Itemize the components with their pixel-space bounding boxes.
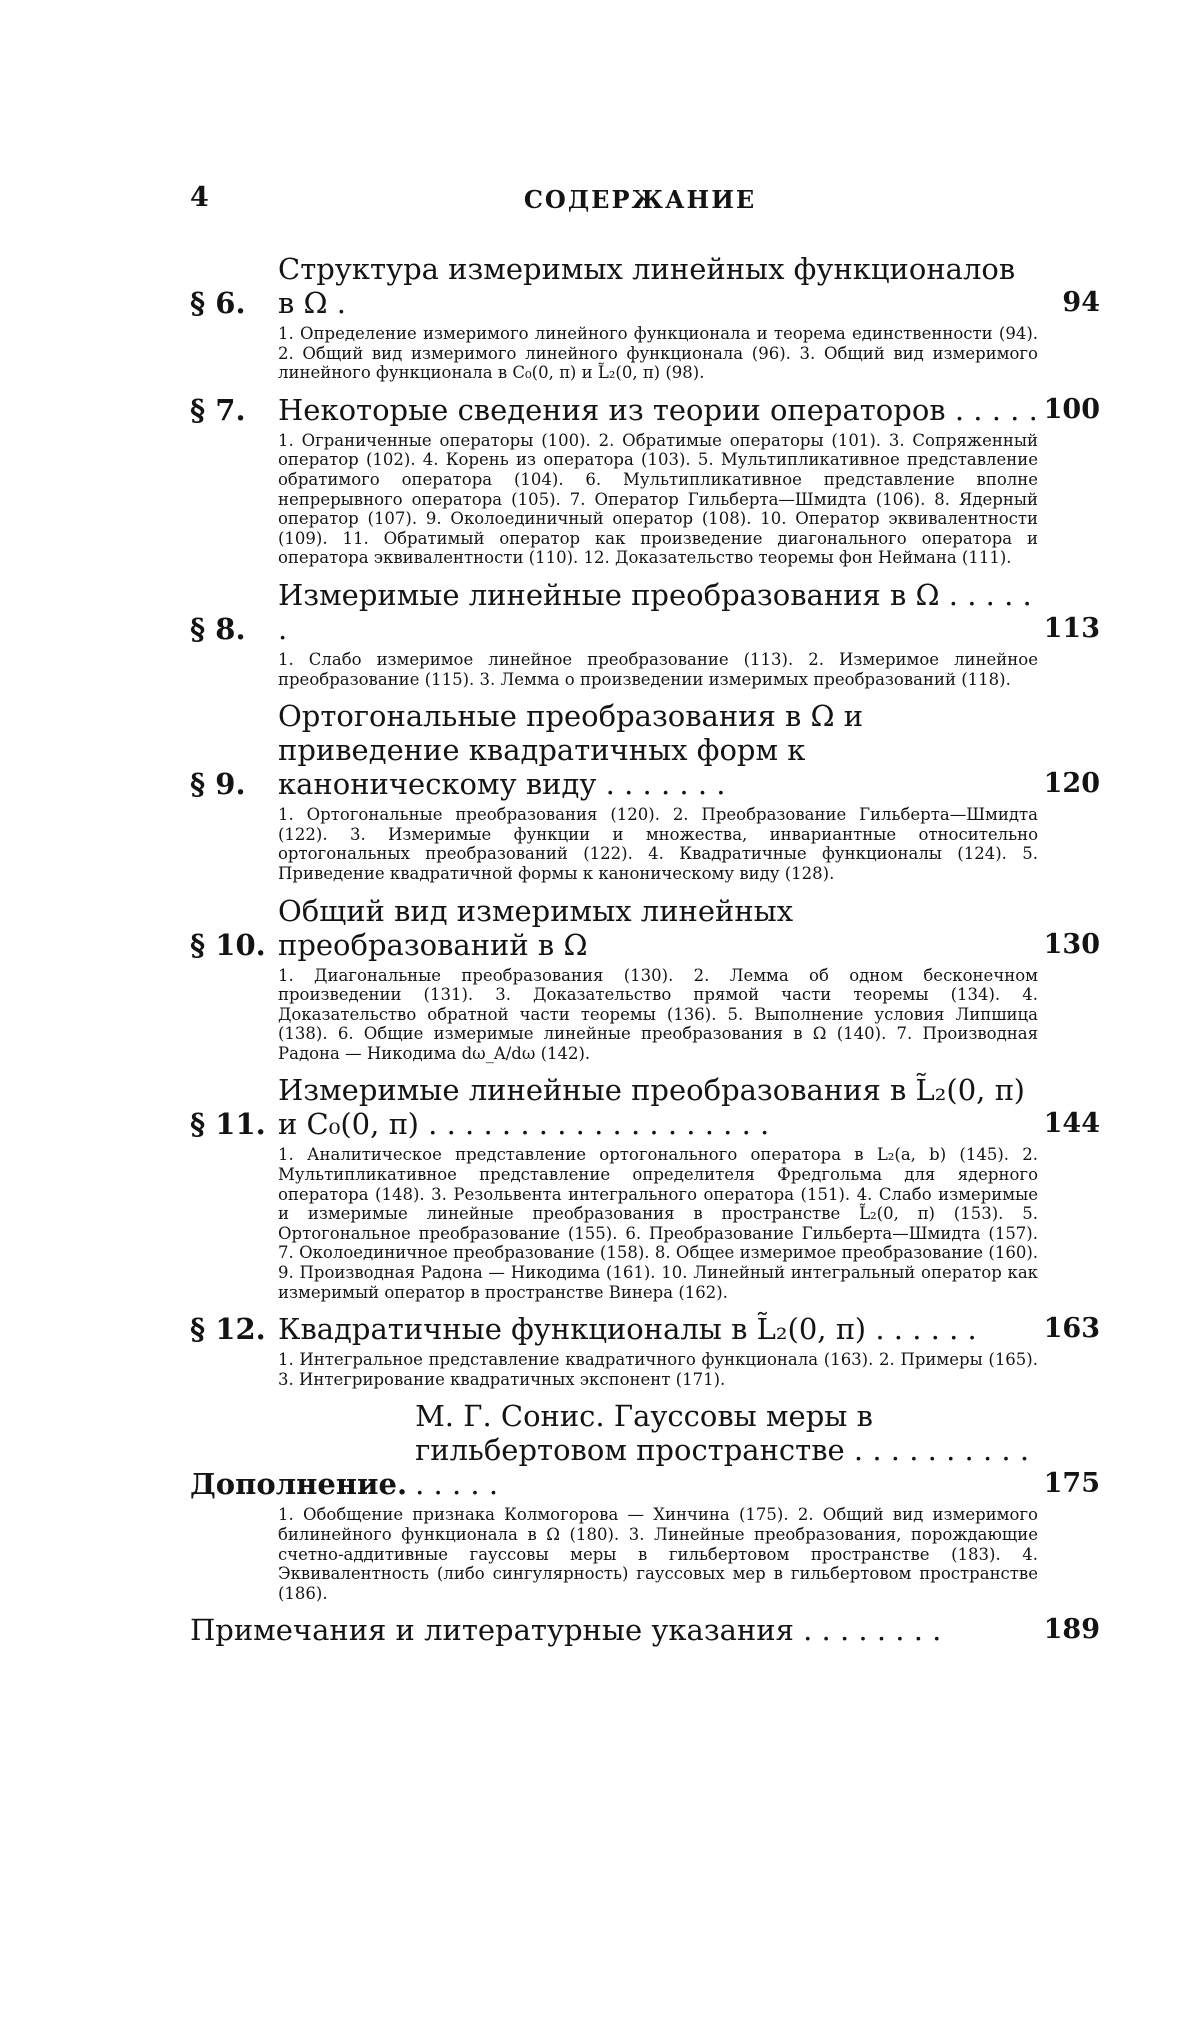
section-page-number: 144 [1043, 1108, 1100, 1140]
subsection-list: 1. Ортогональные преобразования (120). 2. Преобразование Гильберта—Шмидта (122). 3. Измеримые функции и множества, инвариантные относительно ортогональных преобразований (122). 4. Квадратичные функционалы (124). 5. Приведение квадратичной формы к каноническому виду (128). [278, 805, 1038, 883]
section-number: § 8. [190, 611, 246, 646]
toc-entry [190, 1073, 1100, 1302]
page-header: СОДЕРЖАНИЕ [523, 185, 757, 214]
section-title: Квадратичные функционалы в L̃₂(0, π) . . . . . . [278, 1312, 977, 1347]
section-page-number: 113 [1043, 612, 1100, 644]
section-title: Некоторые сведения из теории операторов . . . . . [278, 392, 1038, 427]
section-title: Измеримые линейные преобразования в Ω . . . . . . [278, 577, 1032, 646]
subsection-list: 1. Аналитическое представление ортогонального оператора в L₂(a, b) (145). 2. Мультипликативное представление определителя Фредгольма для ядерного оператора (148). 3. Резольвента интегрального оператора (151). 4. Слабо измеримые и измеримые линейные преобразования в пространстве L̃₂(0, π) (153). 5. Ортогональное преобразование (155). 6. Преобразование Гильберта—Шмидта (157). 7. Околоединичное преобразование (158). 8. Общее измеримое преобразование (160). 9. Производная Радона — Никодима (161). 10. Линейный интегральный оператор как измеримый оператор в пространстве Винера (162). [278, 1145, 1038, 1302]
subsection-list: 1. Диагональные преобразования (130). 2. Лемма об одном бесконечном произведении (131). 3. Доказательство прямой части теоремы (134). 4. Доказательство обратной части теоремы (136). 5. Выполнение условия Липшица (138). 6. Общие измеримые линейные преобразования в Ω (140). 7. Производная Радона — Никодима dω_A/dω (142). [278, 965, 1038, 1063]
toc-entry-heading [190, 252, 1100, 320]
section-page-number: 175 [1043, 1468, 1100, 1500]
section-page-number: 120 [1043, 768, 1100, 800]
page-number: 4 [190, 182, 209, 213]
toc-entry-heading [190, 1073, 1100, 1141]
toc-entry [190, 1613, 1100, 1647]
subsection-list: 1. Обобщение признака Колмогорова — Хинчина (175). 2. Общий вид измеримого билинейного функционала в Ω (180). 3. Линейные преобразования, порождающие счетно-аддитивные гауссовы меры в гильбертовом пространстве (183). 4. Эквивалентность (либо сингулярность) гауссовых мер в гильбертовом пространстве (186). [278, 1505, 1038, 1603]
toc-entry [190, 393, 1100, 568]
section-title: Примечания и литературные указания . . . . . . . . [190, 1613, 942, 1648]
toc-entry [190, 699, 1100, 883]
toc-entry [190, 1399, 1100, 1603]
section-page-number: 130 [1043, 928, 1100, 960]
toc-entry-heading [190, 894, 1100, 962]
table-of-contents [190, 252, 1100, 1657]
toc-entry-heading [190, 1399, 1100, 1501]
subsection-list: 1. Интегральное представление квадратичного функционала (163). 2. Примеры (165). 3. Интегрирование квадратичных экспонент (171). [278, 1350, 1038, 1389]
section-number: § 12. [190, 1312, 266, 1347]
toc-entry [190, 252, 1100, 383]
section-page-number: 100 [1043, 393, 1100, 425]
section-number: § 9. [190, 767, 246, 802]
section-title: М. Г. Сонис. Гауссовы меры в гильбертовом пространстве . . . . . . . . . . . . . . . [415, 1399, 1030, 1502]
section-number: Дополнение. [190, 1467, 408, 1502]
toc-entry [190, 578, 1100, 689]
section-title: Ортогональные преобразования в Ω и приведение квадратичных форм к каноническому виду . . . . . . . [278, 699, 864, 802]
toc-entry-heading [190, 1312, 1100, 1346]
section-page-number: 163 [1043, 1313, 1100, 1345]
section-title: Измеримые линейные преобразования в L̃₂(0, π) и C₀(0, π) . . . . . . . . . . . . . . . . . . . [278, 1073, 1025, 1142]
section-title: Общий вид измеримых линейных преобразований в Ω [278, 893, 794, 962]
section-number: § 11. [190, 1107, 266, 1142]
toc-entry-heading [190, 578, 1100, 646]
toc-entry-heading [190, 699, 1100, 801]
section-number: § 6. [190, 286, 246, 320]
subsection-list: 1. Слабо измеримое линейное преобразование (113). 2. Измеримое линейное преобразование (115). 3. Лемма о произведении измеримых преобразований (118). [278, 649, 1038, 689]
toc-entry [190, 894, 1100, 1064]
subsection-list: 1. Определение измеримого линейного функционала и теорема единственности (94). 2. Общий вид измеримого линейного функционала (96). 3. Общий вид измеримого линейного функционала в C₀(0, π) и L̃₂(0, π) (98). [278, 324, 1038, 383]
subsection-list: 1. Ограниченные операторы (100). 2. Обратимые операторы (101). 3. Сопряженный оператор (102). 4. Корень из оператора (103). 5. Мультипликативное представление обратимого оператора (104). 6. Мультипликативное представление вполне непрерывного оператора (105). 7. Оператор Гильберта—Шмидта (106). 8. Ядерный оператор (107). 9. Околоединичный оператор (108). 10. Оператор эквивалентности (109). 11. Обратимый оператор как произведение диагонального оператора и оператора эквивалентности (110). 12. Доказательство теоремы фон Неймана (111). [278, 430, 1038, 568]
toc-entry-heading [190, 1613, 1100, 1647]
section-number: § 10. [190, 927, 266, 962]
section-page-number: 189 [1043, 1614, 1100, 1646]
toc-entry-heading [190, 393, 1100, 427]
toc-entry [190, 1312, 1100, 1389]
section-title: Структура измеримых линейных функционалов в Ω . [278, 252, 1016, 320]
section-page-number: 94 [1062, 287, 1100, 318]
running-head [190, 182, 1090, 222]
section-number: § 7. [190, 392, 246, 427]
